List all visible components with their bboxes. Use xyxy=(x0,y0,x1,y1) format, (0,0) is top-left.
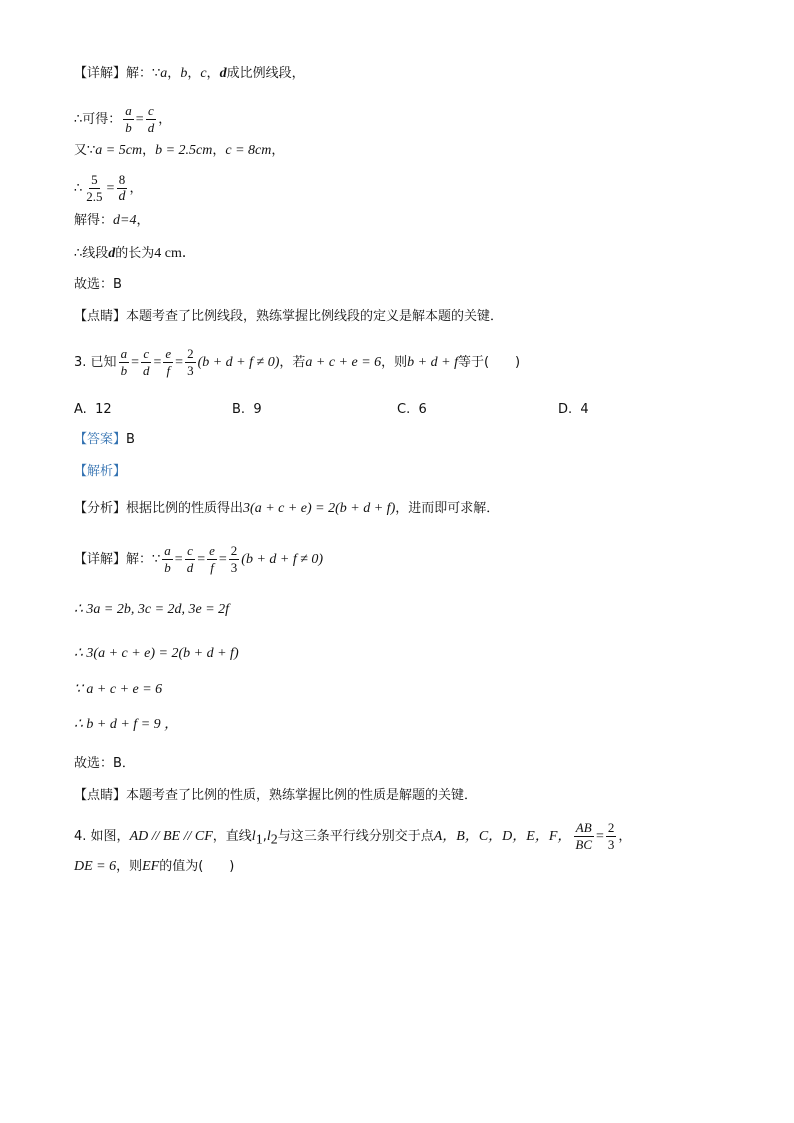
fraction-8-d: $\frac{8}{d}$ xyxy=(118,172,126,204)
option-a[interactable]: A. 12 xyxy=(74,402,112,417)
fraction-c-d: $\frac{c}{d}$ xyxy=(147,103,155,135)
analysis-tag: 【解析】 xyxy=(74,464,127,479)
q3-step-1: ∴ 3a = 2b, 3c = 2d, 3e = 2f xyxy=(74,602,230,617)
comment-line-2: 【点睛】本题考查了比例的性质，熟练掌握比例的性质是解题的关键． xyxy=(74,788,478,803)
detail-line-3: 又∵a = 5cm，b = 2.5cm，c = 8cm， xyxy=(74,143,285,158)
fenxi-line: 【分析】根据比例的性质得出3(a + c + e) = 2(b + d + f)，进而即可求解． xyxy=(74,501,500,516)
detail-line-6: ∴线段d的长为4 cm． xyxy=(74,246,196,261)
comment-line-1: 【点睛】本题考查了比例线段，熟练掌握比例线段的定义是解本题的关键． xyxy=(74,309,504,324)
q3-step-3: ∵ a + c + e = 6 xyxy=(74,682,163,697)
option-d[interactable]: D. 4 xyxy=(558,402,589,417)
answer-block: 【答案】B xyxy=(74,432,135,447)
option-c[interactable]: C. 6 xyxy=(397,402,427,417)
question-4-stem: 4. 如图，AD // BE // CF，直线$l_1,l_2$与这三条平行线分别交于点A，B，C，D，E，F， $\frac{AB}{BC}$ = $\frac{2}{3}$ ， xyxy=(74,820,632,852)
question-4-line-2: DE = 6，则EF的值为( ) xyxy=(74,859,235,874)
detail-line-1: 【详解】解：∵a，b，c，d成比例线段， xyxy=(74,66,305,81)
q3-detail-line-1: 【详解】解：∵ $\frac{a}{b}$ = $\frac{c}{d}$ = $\frac{e}{f}$ = $\frac{2}{3}$ (b + d + f ≠ 0) xyxy=(74,543,324,575)
detail-line-4: ∴ $\frac{5}{2.5}$ = $\frac{8}{d}$ ， xyxy=(74,172,143,204)
fraction-a-b: $\frac{a}{b}$ xyxy=(125,103,132,135)
detail-tag: 【详解】 xyxy=(74,66,127,81)
answer-line: 故选：B xyxy=(74,277,122,292)
fraction-5-2.5: $\frac{5}{2.5}$ xyxy=(86,172,103,204)
detail-line-2: ∴可得： $\frac{a}{b}$ = $\frac{c}{d}$ ， xyxy=(74,103,172,135)
detail-line-5: 解得：d=4， xyxy=(74,213,150,228)
q3-step-4: ∴ b + d + f = 9 ， xyxy=(74,717,179,732)
question-3-stem: 3. 已知 $\frac{a}{b}$ = $\frac{c}{d}$ = $\frac{e}{f}$ = $\frac{2}{3}$ (b + d + f ≠ 0)，若a + c + e = 6，则b + d + f等于( ) xyxy=(74,346,521,378)
q3-step-2: ∴ 3(a + c + e) = 2(b + d + f) xyxy=(74,646,239,661)
option-b[interactable]: B. 9 xyxy=(232,402,262,417)
q3-choose-line: 故选：B． xyxy=(74,756,135,771)
comment-tag: 【点睛】 xyxy=(74,309,127,324)
